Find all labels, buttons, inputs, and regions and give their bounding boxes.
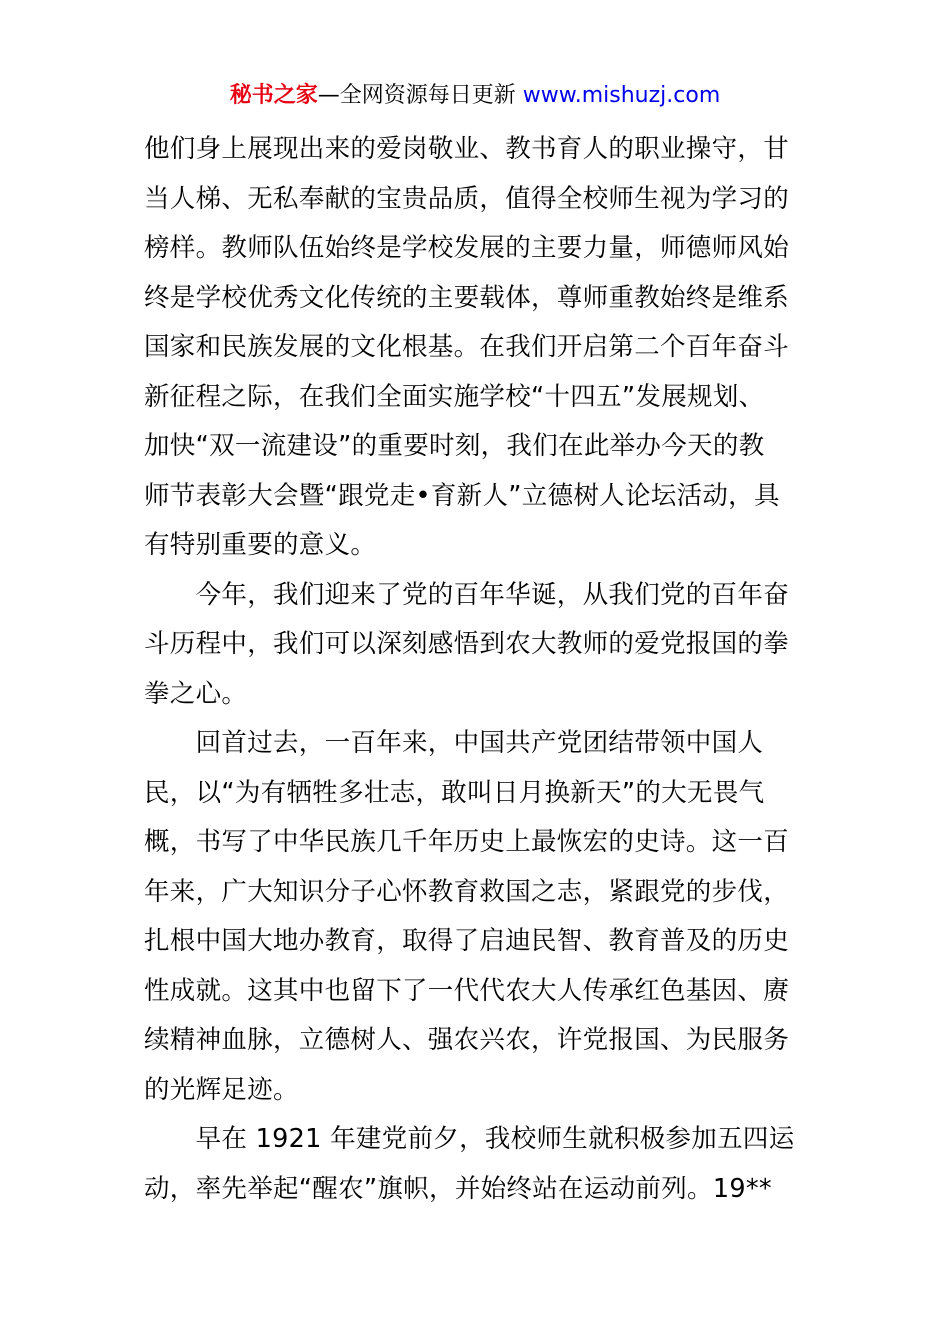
- text-line: 回首过去，一百年来，中国共产党团结带领中国人: [144, 728, 764, 758]
- text-line: 榜样。教师队伍始终是学校发展的主要力量，师德师风始: [144, 233, 790, 263]
- text-line: 师节表彰大会暨“跟党走•育新人”立德树人论坛活动，具: [144, 480, 780, 511]
- text-line: 的光辉足迹。: [144, 1074, 299, 1105]
- text-line: 有特别重要的意义。: [144, 530, 377, 560]
- text-line: 新征程之际，在我们全面实施学校“十四五”发展规划、: [144, 381, 765, 412]
- text-line: 概，书写了中华民族几千年历史上最恢宏的史诗。这一百: [144, 827, 790, 857]
- text-line: 终是学校优秀文化传统的主要载体，尊师重教始终是维系: [144, 282, 790, 313]
- site-url-link[interactable]: www.mishuzj.com: [522, 83, 721, 108]
- text-line: 续精神血脉，立德树人、强农兴农，许党报国、为民服务: [144, 1025, 790, 1055]
- text-line: 民，以“为有牺牲多壮志，敢叫日月换新天”的大无畏气: [144, 777, 765, 808]
- text-line: 早在 1921 年建党前夕，我校师生就积极参加五四运: [144, 1124, 795, 1154]
- text-line: 加快“双一流建设”的重要时刻，我们在此举办今天的教: [144, 431, 765, 461]
- body-text: [144, 125, 809, 1214]
- text-line: 今年，我们迎来了党的百年华诞，从我们党的百年奋: [144, 579, 790, 610]
- text-line: 他们身上展现出来的爱岗敬业、教书育人的职业操守，甘: [144, 134, 790, 164]
- site-tagline: —全网资源每日更新: [317, 83, 523, 108]
- text-line: 拳之心。: [144, 678, 248, 709]
- text-line: 当人梯、无私奉献的宝贵品质，值得全校师生视为学习的: [144, 183, 790, 214]
- text-line: 斗历程中，我们可以深刻感悟到农大教师的爱党报国的拳: [144, 629, 790, 659]
- site-header: [0, 80, 950, 112]
- text-line: 年来，广大知识分子心怀教育救国之志，紧跟党的步伐，: [144, 876, 790, 907]
- site-brand: 秘书之家: [229, 83, 318, 108]
- text-line: 扎根中国大地办教育，取得了启迪民智、教育普及的历史: [144, 926, 790, 956]
- text-line: 性成就。这其中也留下了一代代农大人传承红色基因、赓: [144, 975, 790, 1006]
- text-line: 国家和民族发展的文化根基。在我们开启第二个百年奋斗: [144, 332, 790, 362]
- text-line: 动，率先举起“醒农”旗帜，并始终站在运动前列。19**: [144, 1173, 772, 1204]
